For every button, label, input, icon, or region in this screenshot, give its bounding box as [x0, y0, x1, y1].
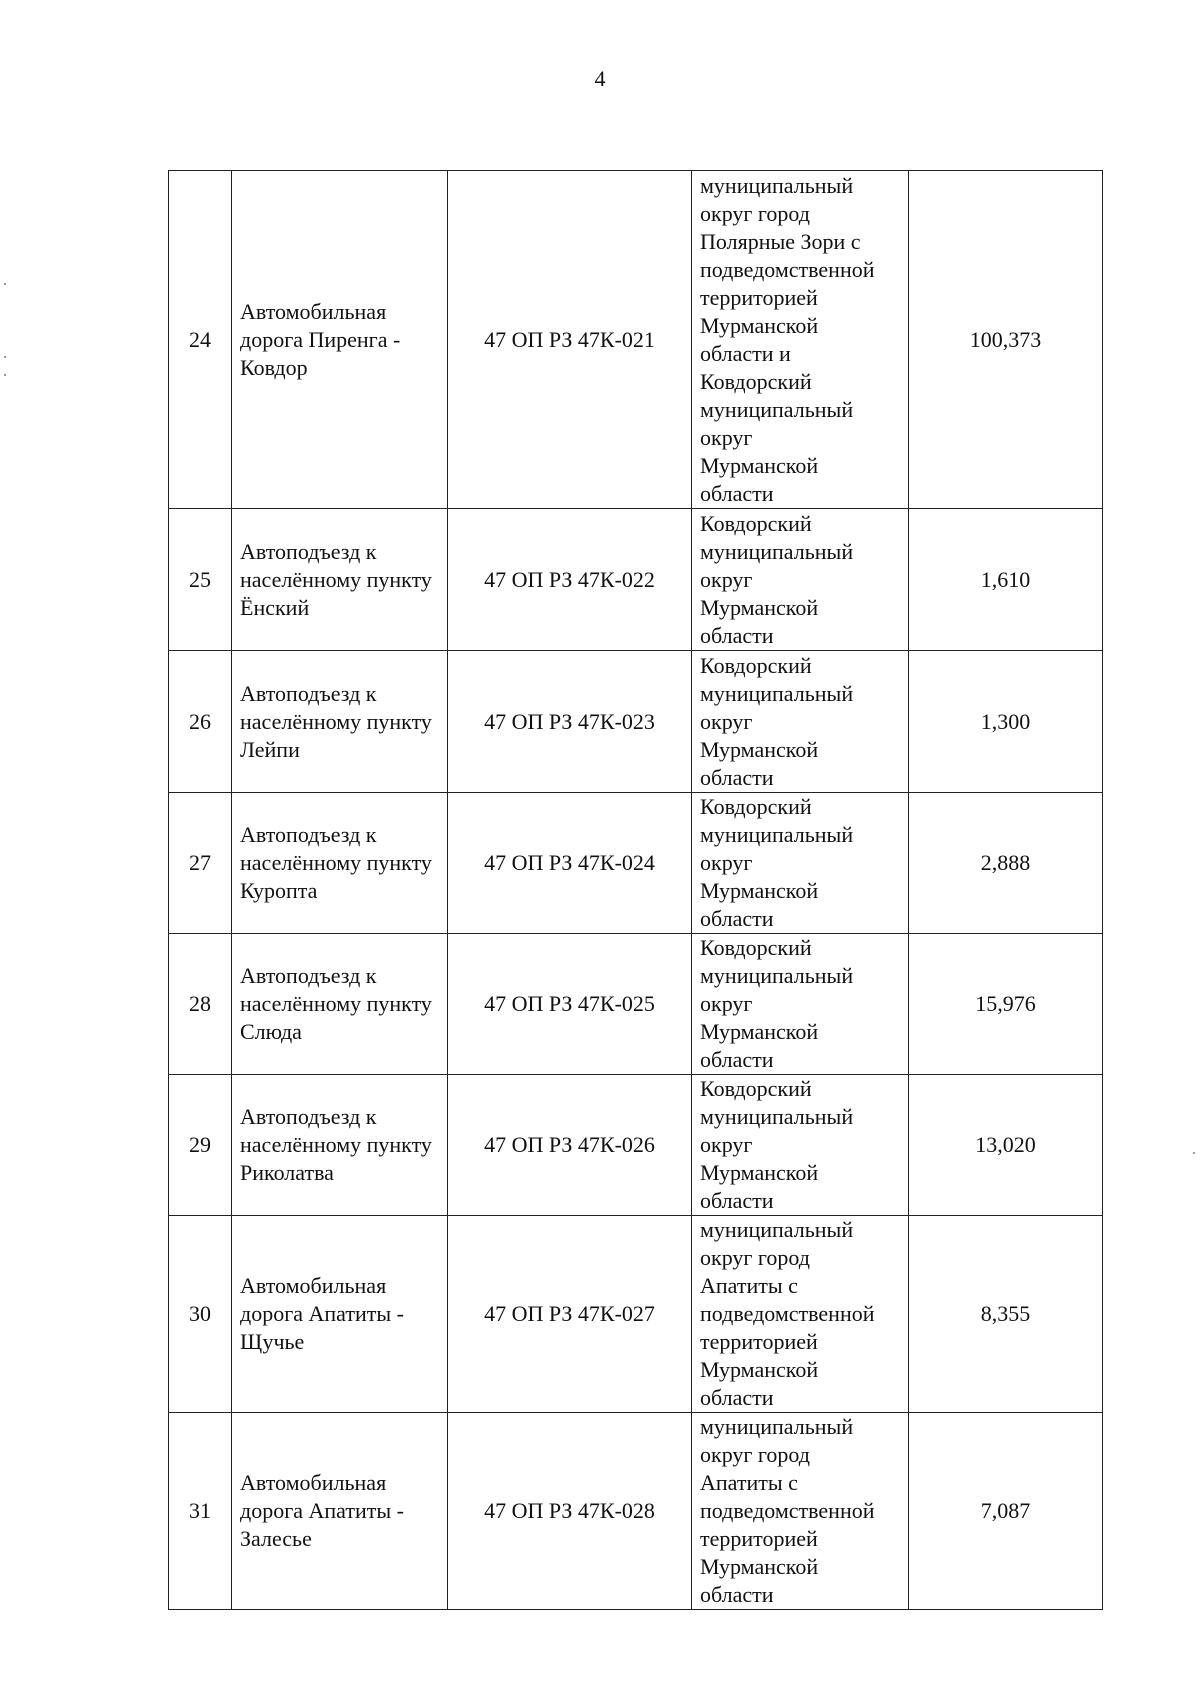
municipal-district: Ковдорский муниципальный округ Мурманской области	[692, 793, 909, 934]
road-name: Автоподъезд к населённому пункту Ёнский	[232, 509, 448, 651]
scan-mark	[4, 283, 6, 285]
road-length: 1,300	[909, 651, 1103, 793]
municipal-district: муниципальный округ город Апатиты с подведомственной территорией Мурманской области	[692, 1216, 909, 1413]
municipal-district: Ковдорский муниципальный округ Мурманской области	[692, 651, 909, 793]
row-number: 24	[169, 171, 232, 509]
road-id-code: 47 ОП РЗ 47К-026	[448, 1075, 692, 1216]
road-id-code: 47 ОП РЗ 47К-021	[448, 171, 692, 509]
road-name: Автоподъезд к населённому пункту Лейпи	[232, 651, 448, 793]
table-row	[169, 1075, 1103, 1216]
municipal-district: Ковдорский муниципальный округ Мурманской области	[692, 1075, 909, 1216]
road-id-code: 47 ОП РЗ 47К-022	[448, 509, 692, 651]
road-length: 13,020	[909, 1075, 1103, 1216]
scan-mark	[1193, 1152, 1195, 1154]
table-row	[169, 1216, 1103, 1413]
table-row	[169, 509, 1103, 651]
row-number: 28	[169, 934, 232, 1075]
row-number: 26	[169, 651, 232, 793]
road-name: Автоподъезд к населённому пункту Риколатва	[232, 1075, 448, 1216]
road-length: 1,610	[909, 509, 1103, 651]
roads-table-body	[169, 171, 1103, 1610]
road-name: Автомобильная дорога Пиренга - Ковдор	[232, 171, 448, 509]
road-length: 100,373	[909, 171, 1103, 509]
municipal-district: муниципальный округ город Полярные Зори с подведомственной территорией Мурманской области и Ковдорский муниципальный округ Мурманской области	[692, 171, 909, 509]
table-row	[169, 934, 1103, 1075]
table-row	[169, 793, 1103, 934]
page-number: 4	[594, 66, 606, 91]
row-number: 29	[169, 1075, 232, 1216]
road-id-code: 47 ОП РЗ 47К-027	[448, 1216, 692, 1413]
road-length: 15,976	[909, 934, 1103, 1075]
row-number: 30	[169, 1216, 232, 1413]
municipal-district: Ковдорский муниципальный округ Мурманской области	[692, 509, 909, 651]
table-row	[169, 1413, 1103, 1610]
row-number: 27	[169, 793, 232, 934]
road-id-code: 47 ОП РЗ 47К-025	[448, 934, 692, 1075]
road-length: 7,087	[909, 1413, 1103, 1610]
municipal-district: муниципальный округ город Апатиты с подведомственной территорией Мурманской области	[692, 1413, 909, 1610]
table-row	[169, 651, 1103, 793]
road-name: Автомобильная дорога Апатиты - Щучье	[232, 1216, 448, 1413]
scan-mark	[4, 356, 6, 358]
road-id-code: 47 ОП РЗ 47К-023	[448, 651, 692, 793]
road-length: 2,888	[909, 793, 1103, 934]
road-name: Автомобильная дорога Апатиты - Залесье	[232, 1413, 448, 1610]
road-name: Автоподъезд к населённому пункту Слюда	[232, 934, 448, 1075]
row-number: 25	[169, 509, 232, 651]
road-name: Автоподъезд к населённому пункту Куропта	[232, 793, 448, 934]
roads-table	[168, 170, 1103, 1610]
table-row	[169, 171, 1103, 509]
municipal-district: Ковдорский муниципальный округ Мурманской области	[692, 934, 909, 1075]
road-id-code: 47 ОП РЗ 47К-024	[448, 793, 692, 934]
road-id-code: 47 ОП РЗ 47К-028	[448, 1413, 692, 1610]
scan-mark	[4, 374, 6, 376]
row-number: 31	[169, 1413, 232, 1610]
road-length: 8,355	[909, 1216, 1103, 1413]
